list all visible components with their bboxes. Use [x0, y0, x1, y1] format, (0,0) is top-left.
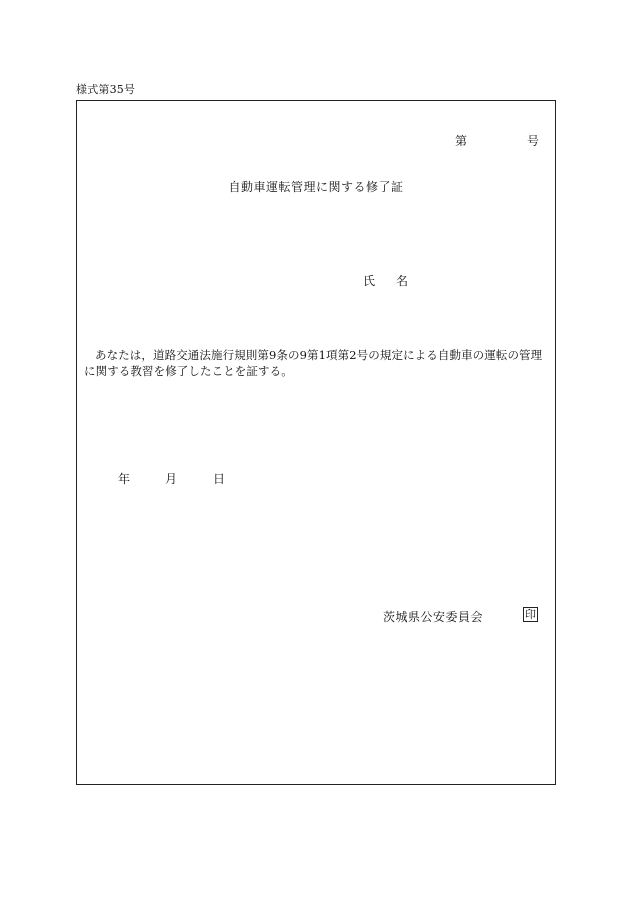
certificate-number-prefix: 第 — [455, 134, 468, 148]
name-label-first-char: 氏 — [363, 274, 376, 288]
name-label-second-char: 名 — [396, 274, 409, 288]
certificate-frame — [76, 100, 556, 785]
certificate-body-text: あなたは，道路交通法施行規則第9条の9第1項第2号の規定による自動車の運転の管理に関する教習を修了したことを証する。 — [84, 348, 543, 378]
issuer-name: 茨城県公安委員会 — [383, 610, 484, 624]
date-day-label: 日 — [213, 472, 226, 486]
date-month-label: 月 — [165, 472, 178, 486]
certificate-title: 自動車運転管理に関する修了証 — [228, 180, 404, 194]
seal-stamp-icon — [523, 607, 538, 622]
date-year-label: 年 — [118, 472, 131, 486]
certificate-number-suffix: 号 — [527, 134, 540, 148]
seal-label: 印 — [525, 608, 536, 621]
form-number-label: 様式第35号 — [76, 83, 136, 96]
